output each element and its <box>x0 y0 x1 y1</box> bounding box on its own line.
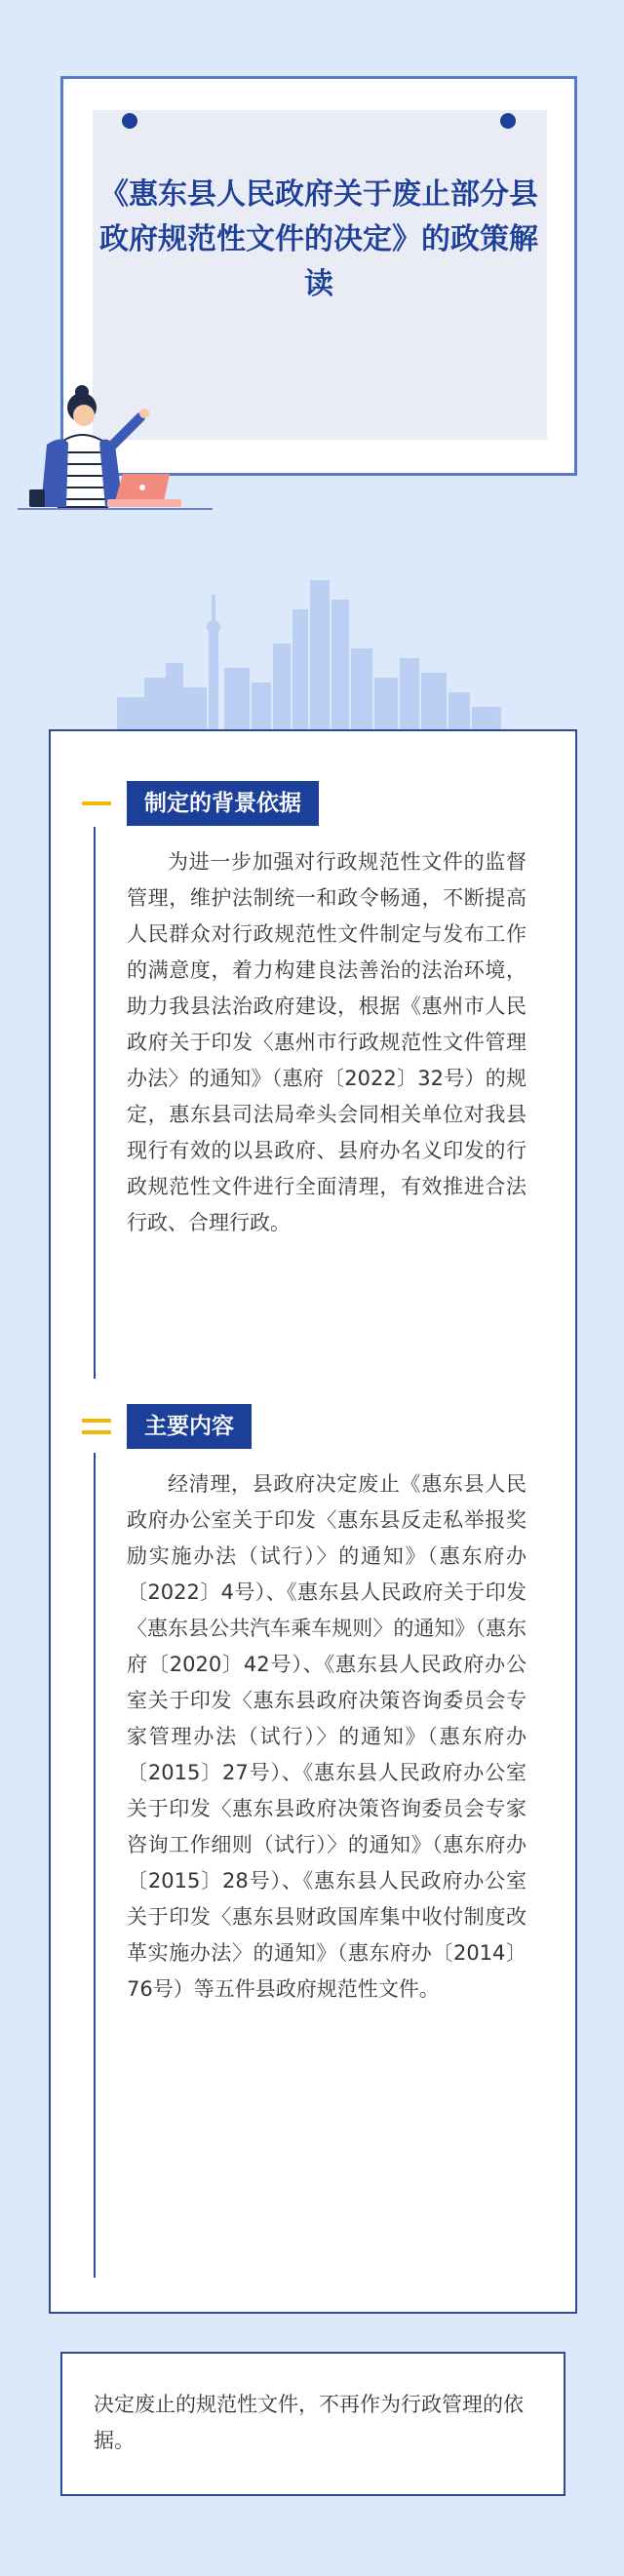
section-marker-2-icon <box>82 1419 111 1442</box>
title-dot-right-icon <box>500 113 516 129</box>
page-title: 《惠东县人民政府关于废止部分县政府规范性文件的决定》的政策解读 <box>99 177 538 301</box>
section-heading-background: 制定的背景依据 <box>127 781 319 826</box>
woman-with-laptop-illustration <box>18 384 213 511</box>
section-heading-content: 主要内容 <box>127 1404 252 1449</box>
section-line-1 <box>94 827 96 1379</box>
city-skyline-illustration <box>117 570 517 741</box>
note-text: 决定废止的规范性文件，不再作为行政管理的依据。 <box>94 2393 524 2452</box>
section-line-2 <box>94 1453 96 2278</box>
note-card <box>60 2352 566 2496</box>
section-body-content: 经清理，县政府决定废止《惠东县人民政府办公室关于印发〈惠东县反走私举报奖励实施办法（试行）〉的通知》（惠东府办〔2022〕4号）、《惠东县人民政府关于印发〈惠东县公共汽车乘车规则〉的通知》（惠东府〔2020〕42号）、《惠东县人民政府办公室关于印发〈惠东县政府决策咨询委员会专家管理办法（试行）〉的通知》（惠东府办〔2015〕27号）、《惠东县人民政府办公室关于印发〈惠东县政府决策咨询委员会专家咨询工作细则（试行）〉的通知》（惠东府办〔2015〕28号）、《惠东县人民政府办公室关于印发〈惠东县财政国库集中收付制度改革实施办法〉的通知》（惠东府办〔2014〕76号）等五件县政府规范性文件。 <box>127 1472 526 2001</box>
section-marker-1-icon <box>82 801 111 813</box>
section-body-background: 为进一步加强对行政规范性文件的监督管理，维护法制统一和政令畅通，不断提高人民群众对行政规范性文件制定与发布工作的满意度，着力构建良法善治的法治环境，助力我县法治政府建设，根据《惠州市人民政府关于印发〈惠州市行政规范性文件管理办法〉的通知》（惠府〔2022〕32号）的规定，惠东县司法局牵头会同相关单位对我县现行有效的以县政府、县府办名义印发的行政规范性文件进行全面清理，有效推进合法行政、合理行政。 <box>127 850 526 1234</box>
title-dot-left-icon <box>122 113 137 129</box>
